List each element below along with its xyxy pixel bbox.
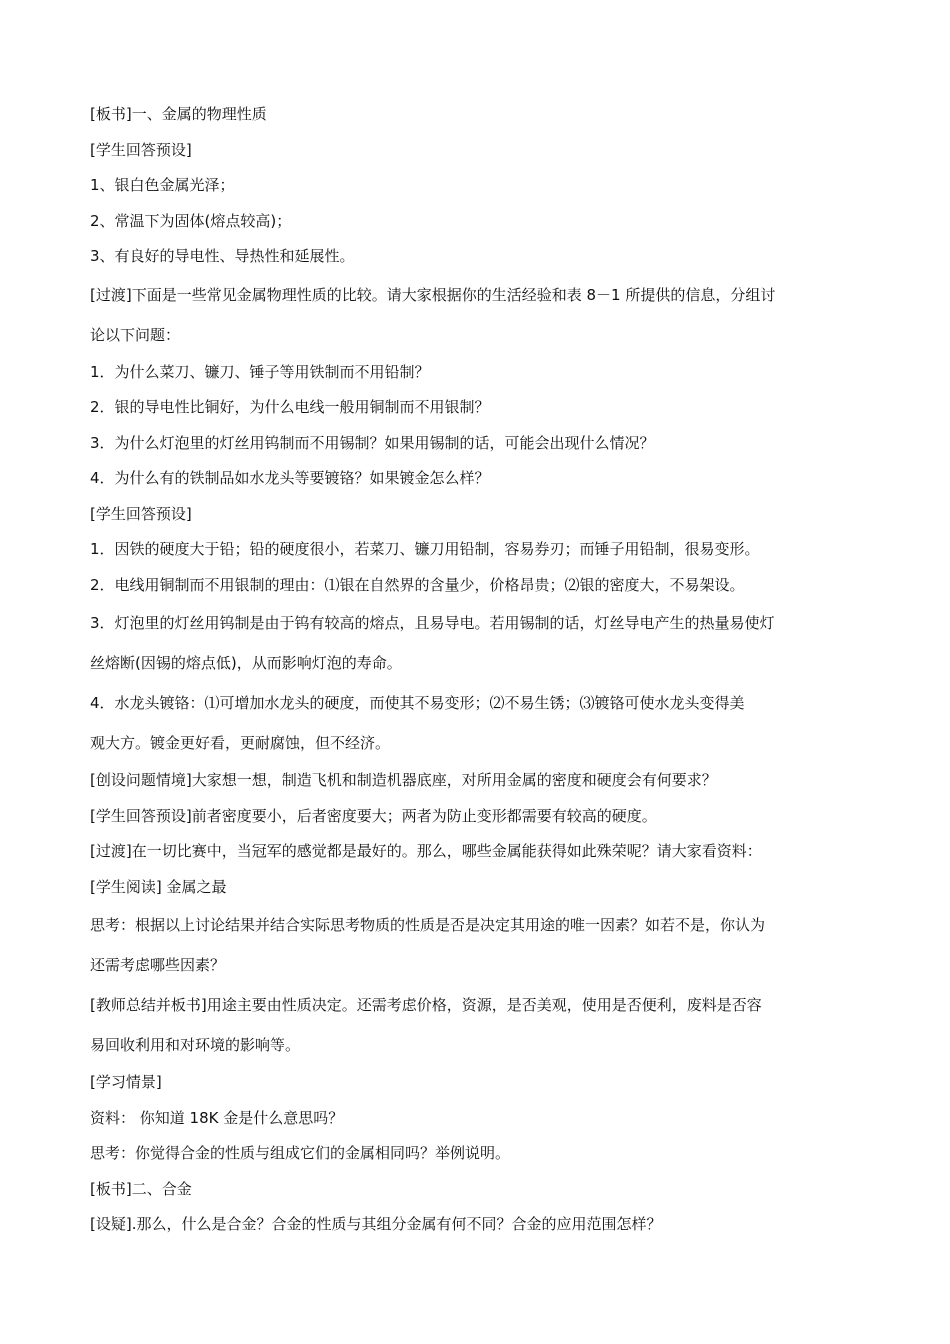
answer-item: 2、常温下为固体(熔点较高)；: [90, 211, 292, 230]
question-item: 2．银的导电性比铜好，为什么电线一般用铜制而不用银制？: [90, 398, 490, 416]
paragraph-line: 思考：根据以上讨论结果并结合实际思考物质的性质是否是决定其用途的唯一因素？如若不是，你认为: [90, 916, 766, 934]
heading-board-note-2: [板书]二、合金: [90, 1179, 192, 1198]
transition-paragraph: [90, 275, 865, 355]
material-line: 资料： 你知道 18K 金是什么意思吗？: [90, 1108, 344, 1127]
answer-item: 1、银白色金属光泽；: [90, 176, 235, 194]
paragraph-line: 3．灯泡里的灯丝用钨制是由于钨有较高的熔点，且易导电。若用锡制的话，灯丝导电产生的热量易使灯: [90, 614, 775, 632]
paragraph-line: 4．水龙头镀铬：⑴可增加水龙头的硬度，而使其不易变形；⑵不易生锈；⑶镀铬可使水龙头变得美: [90, 694, 745, 712]
question-item: 3．为什么灯泡里的灯丝用钨制而不用锡制？如果用锡制的话，可能会出现什么情况？: [90, 433, 655, 452]
answer-item: 2．电线用铜制而不用银制的理由：⑴银在自然界的含量少，价格昂贵；⑵银的密度大，不易架设。: [90, 575, 745, 594]
document-body: [90, 97, 865, 1243]
learning-scenario-label: [学习情景]: [90, 1073, 162, 1091]
paragraph-line: [过渡]下面是一些常见金属物理性质的比较。请大家根据你的生活经验和表 8－1 所提供的信息，分组讨: [90, 285, 776, 304]
paragraph-line: 还需考虑哪些因素？: [90, 956, 226, 974]
thinking-line: 思考：你觉得合金的性质与组成它们的金属相同吗？举例说明。: [90, 1144, 511, 1162]
paragraph-line: 易回收利用和对环境的影响等。: [90, 1036, 301, 1054]
paragraph-line: [教师总结并板书]用途主要由性质决定。还需考虑价格，资源，是否美观，使用是否便利，废料是否容: [90, 996, 762, 1014]
student-answer-label: [学生回答预设]: [90, 504, 192, 523]
question-item: 4．为什么有的铁制品如水龙头等要镀铬？如果镀金怎么样？: [90, 469, 490, 487]
question-setup: [设疑].那么，什么是合金？合金的性质与其组分金属有何不同？合金的应用范围怎样？: [90, 1215, 662, 1233]
problem-scenario: [创设问题情境]大家想一想，制造飞机和制造机器底座，对所用金属的密度和硬度会有何要求？: [90, 771, 717, 789]
student-answer: [学生回答预设]前者密度要小，后者密度要大；两者为防止变形都需要有较高的硬度。: [90, 806, 657, 825]
heading-board-note-1: [板书]一、金属的物理性质: [90, 105, 267, 123]
transition: [过渡]在一切比赛中，当冠军的感觉都是最好的。那么，哪些金属能获得如此殊荣呢？请大家看资料：: [90, 842, 762, 860]
answer-item: 3、有良好的导电性、导热性和延展性。: [90, 247, 355, 265]
question-item: 1．为什么菜刀、镰刀、锤子等用铁制而不用铅制？: [90, 362, 430, 381]
answer-paragraph: [90, 683, 865, 763]
paragraph-line: 丝熔断(因锡的熔点低)，从而影响灯泡的寿命。: [90, 654, 402, 672]
student-answer-label: [学生回答预设]: [90, 140, 192, 159]
answer-item: 1．因铁的硬度大于铅；铅的硬度很小，若菜刀、镰刀用铅制，容易券刃；而锤子用铅制，很易变形。: [90, 540, 760, 558]
paragraph-line: 观大方。镀金更好看，更耐腐蚀，但不经济。: [90, 734, 391, 752]
student-reading: [学生阅读] 金属之最: [90, 877, 227, 896]
paragraph-line: 论以下问题：: [90, 325, 181, 344]
teacher-summary-paragraph: [90, 985, 865, 1065]
answer-paragraph: [90, 603, 865, 683]
thinking-paragraph: [90, 905, 865, 985]
